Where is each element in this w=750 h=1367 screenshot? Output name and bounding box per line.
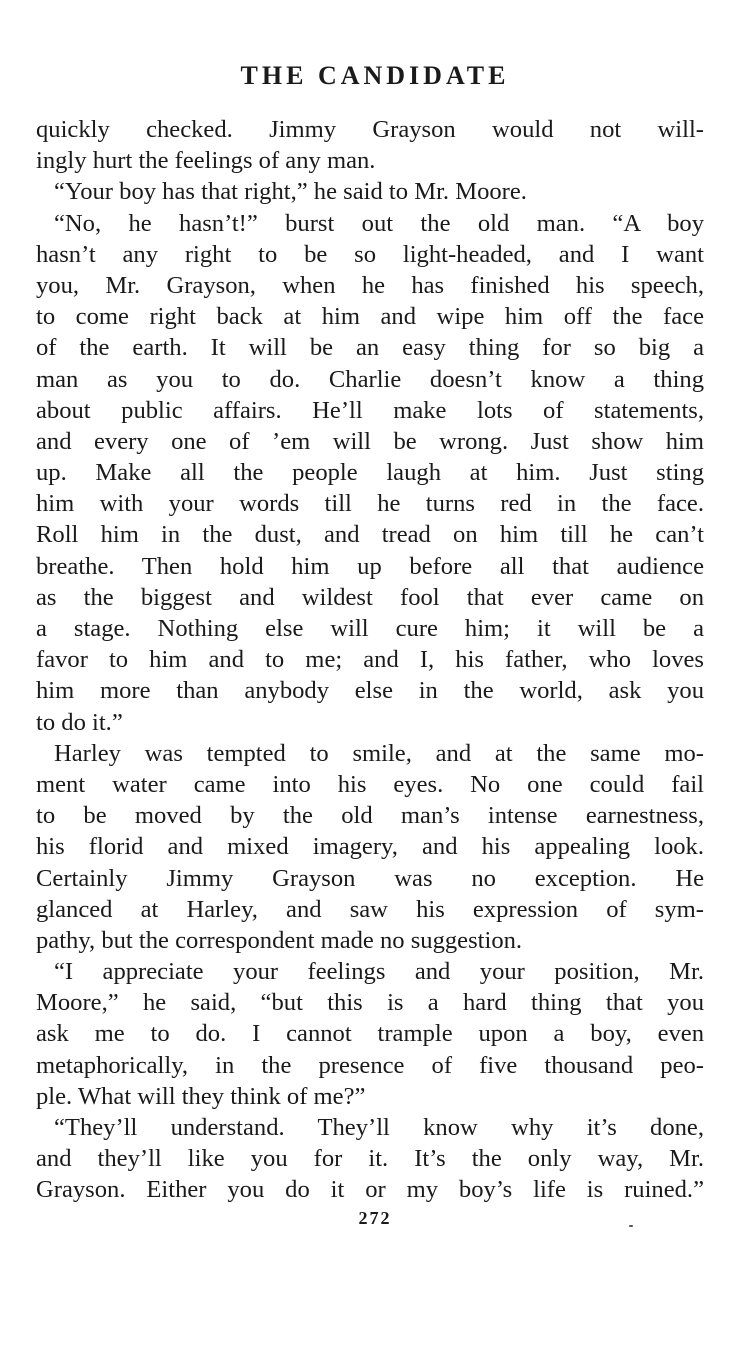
text-line: “No, he hasn’t!” burst out the old man. “A boy (54, 209, 704, 237)
text-line: favor to him and to me; and I, his father, who loves (36, 646, 704, 674)
text-line: up. Make all the people laugh at him. Just sting (36, 459, 704, 487)
text-line: to come right back at him and wipe him off the face (36, 303, 704, 331)
text-line: “They’ll understand. They’ll know why it’s done, (54, 1114, 704, 1141)
text-line: man as you to do. Charlie doesn’t know a thing (36, 365, 704, 393)
text-line: Moore,” he said, “but this is a hard thing that you (36, 989, 704, 1017)
text-line: glanced at Harley, and saw his expression of sym- (36, 895, 704, 923)
text-line: ingly hurt the feelings of any man. (36, 147, 376, 175)
text-line: as the biggest and wildest fool that ever came on (36, 583, 704, 611)
text-line: and every one of ’em will be wrong. Just show him (36, 427, 704, 455)
page-number: 272 (358, 1208, 392, 1228)
text-line: to be moved by the old man’s intense earnestness, (36, 802, 704, 830)
text-line: his florid and mixed imagery, and his appealing look. (36, 833, 704, 861)
text-line: “I appreciate your feelings and your position, Mr. (54, 958, 704, 986)
body-text (36, 114, 704, 1206)
text-line: him more than anybody else in the world, ask you (36, 677, 704, 705)
text-line: ask me to do. I cannot trample upon a boy, even (36, 1020, 704, 1048)
text-line: about public affairs. He’ll make lots of statements, (36, 396, 704, 424)
text-line: you, Mr. Grayson, when he has finished his speech, (36, 271, 704, 299)
text-line: hasn’t any right to be so light-headed, and I want (36, 240, 704, 268)
running-head: THE CANDIDATE (240, 61, 510, 90)
text-line: ment water came into his eyes. No one could fail (36, 770, 704, 798)
text-line: Roll him in the dust, and tread on him till he can’t (36, 521, 704, 549)
text-line: and they’ll like you for it. It’s the only way, Mr. (36, 1145, 704, 1173)
text-line: breathe. Then hold him up before all that audience (36, 552, 704, 580)
text-line: Certainly Jimmy Grayson was no exception. He (36, 864, 704, 892)
text-line: of the earth. It will be an easy thing for so big a (36, 334, 704, 362)
text-line: to do it.” (36, 708, 123, 736)
text-line: pathy, but the correspondent made no suggestion. (36, 926, 523, 954)
text-line: Grayson. Either you do it or my boy’s life is ruined.” (36, 1176, 704, 1204)
text-line: Harley was tempted to smile, and at the same mo- (54, 739, 704, 767)
text-line: ple. What will they think of me?” (36, 1082, 366, 1110)
text-line: metaphorically, in the presence of five thousand peo- (36, 1051, 704, 1079)
text-line: him with your words till he turns red in the face. (36, 490, 704, 518)
text-line: quickly checked. Jimmy Grayson would not will- (36, 116, 704, 143)
text-line: a stage. Nothing else will cure him; it will be a (36, 615, 704, 642)
print-speck (629, 1225, 633, 1227)
text-line: “Your boy has that right,” he said to Mr. Moore. (54, 178, 527, 206)
